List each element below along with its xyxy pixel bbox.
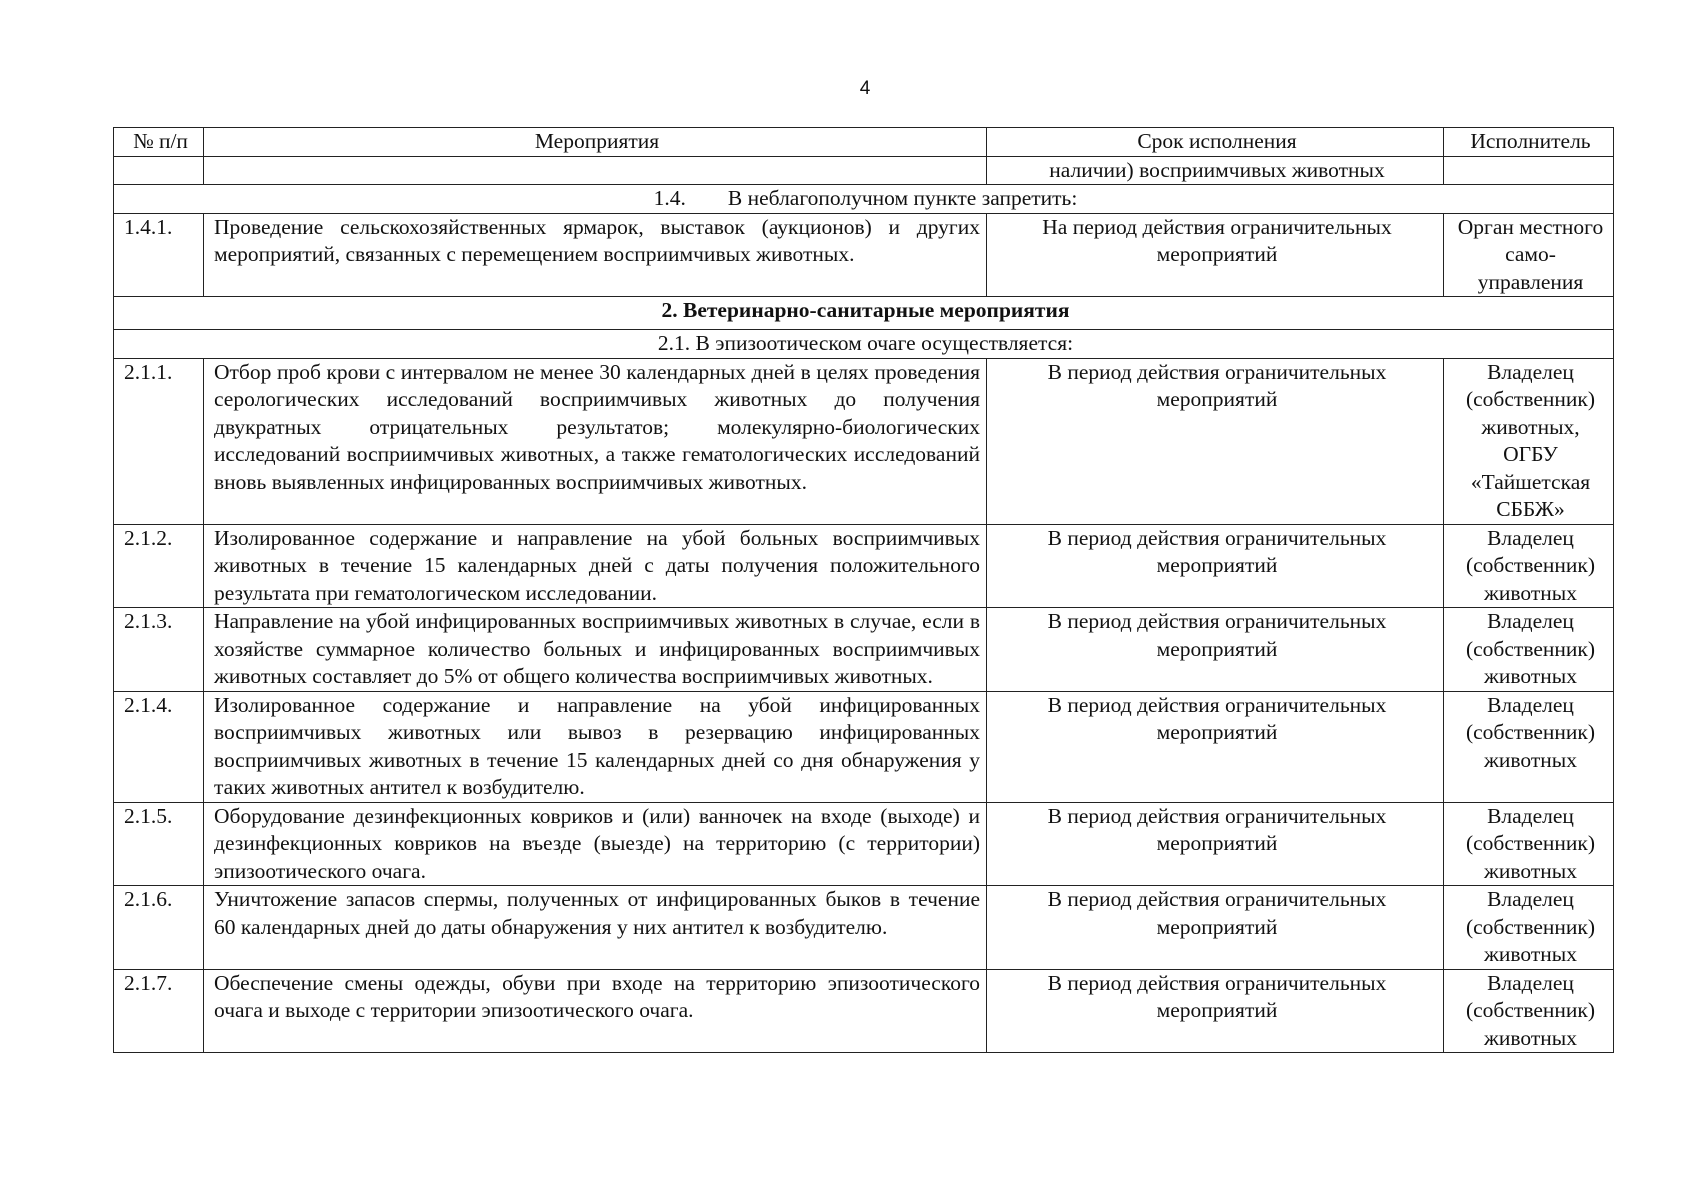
continuation-row — [114, 156, 1614, 185]
row-activity: Направление на убой инфицированных восприимчивых животных в случае, если в хозяйстве суммарное количество больных и инфицированных восприимчивых животных составляет до 5% от общего количества восприимчивых животных. — [204, 608, 987, 692]
row-term: В период действия ограничительных мероприятий — [987, 802, 1444, 886]
table-row — [114, 886, 1614, 970]
continuation-term-cell: наличии) восприимчивых животных — [987, 156, 1444, 185]
row-executor: Орган местного само-управления — [1444, 213, 1614, 297]
continuation-number-cell — [114, 156, 204, 185]
subsection-heading-1-4 — [114, 185, 1614, 214]
row-term: В период действия ограничительных мероприятий — [987, 969, 1444, 1053]
section-heading-2: 2. Ветеринарно-санитарные мероприятия — [114, 297, 1614, 330]
subsection-title: В неблагополучном пункте запретить: — [727, 186, 1078, 210]
row-executor: Владелец (собственник) животных — [1444, 802, 1614, 886]
row-term: В период действия ограничительных мероприятий — [987, 608, 1444, 692]
continuation-activity-cell — [204, 156, 987, 185]
table-row — [114, 524, 1614, 608]
row-number: 1.4.1. — [114, 213, 204, 297]
subsection-number: 1.4. — [653, 186, 686, 210]
row-executor: Владелец (собственник) животных, ОГБУ «Тайшетская СББЖ» — [1444, 358, 1614, 524]
row-activity: Изолированное содержание и направление на убой инфицированных восприимчивых животных или вывоз в резервацию инфицированных восприимчивых животных в течение 15 календарных дней со дня обнаружения у таких животных антител к возбудителю. — [204, 691, 987, 802]
measures-table — [113, 127, 1614, 1053]
subsection-row-2-1 — [114, 330, 1614, 359]
row-executor: Владелец (собственник) животных — [1444, 524, 1614, 608]
subsection-heading-2-1: 2.1. В эпизоотическом очаге осуществляется: — [114, 330, 1614, 359]
row-number: 2.1.3. — [114, 608, 204, 692]
row-activity: Оборудование дезинфекционных ковриков и (или) ванночек на входе (выходе) и дезинфекционных ковриков на въезде (выезде) на территорию (с территории) эпизоотического очага. — [204, 802, 987, 886]
row-number: 2.1.6. — [114, 886, 204, 970]
table-row — [114, 969, 1614, 1053]
row-activity: Обеспечение смены одежды, обуви при входе на территорию эпизоотического очага и выходе с территории эпизоотического очага. — [204, 969, 987, 1053]
row-term: В период действия ограничительных мероприятий — [987, 358, 1444, 524]
row-number: 2.1.2. — [114, 524, 204, 608]
row-number: 2.1.1. — [114, 358, 204, 524]
row-term: В период действия ограничительных мероприятий — [987, 886, 1444, 970]
row-number: 2.1.5. — [114, 802, 204, 886]
header-deadline: Срок исполнения — [987, 128, 1444, 157]
table-row — [114, 691, 1614, 802]
row-number: 2.1.4. — [114, 691, 204, 802]
page-number: 4 — [859, 78, 871, 99]
header-activities: Мероприятия — [204, 128, 987, 157]
row-executor: Владелец (собственник) животных — [1444, 691, 1614, 802]
section-row-2 — [114, 297, 1614, 330]
row-activity: Уничтожение запасов спермы, полученных от инфицированных быков в течение 60 календарных дней до даты обнаружения у них антител к возбудителю. — [204, 886, 987, 970]
row-activity: Проведение сельскохозяйственных ярмарок, выставок (аукционов) и других мероприятий, связанных с перемещением восприимчивых животных. — [204, 213, 987, 297]
header-executor: Исполнитель — [1444, 128, 1614, 157]
table-row — [114, 608, 1614, 692]
row-term: На период действия ограничительных мероприятий — [987, 213, 1444, 297]
table-row — [114, 358, 1614, 524]
header-number: № п/п — [114, 128, 204, 157]
row-activity: Изолированное содержание и направление на убой больных восприимчивых животных в течение 15 календарных дней с даты получения положительного результата при гематологическом исследовании. — [204, 524, 987, 608]
row-term: В период действия ограничительных мероприятий — [987, 524, 1444, 608]
table-row — [114, 802, 1614, 886]
row-executor: Владелец (собственник) животных — [1444, 608, 1614, 692]
table-header-row — [114, 128, 1614, 157]
row-number: 2.1.7. — [114, 969, 204, 1053]
table-row — [114, 213, 1614, 297]
row-activity: Отбор проб крови с интервалом не менее 30 календарных дней в целях проведения серологических исследований восприимчивых животных до получения двукратных отрицательных результатов; молекулярно-биологических исследований восприимчивых животных, а также гематологических исследований вновь выявленных инфицированных восприимчивых животных. — [204, 358, 987, 524]
row-executor: Владелец (собственник) животных — [1444, 969, 1614, 1053]
row-executor: Владелец (собственник) животных — [1444, 886, 1614, 970]
subsection-row-1-4 — [114, 185, 1614, 214]
continuation-executor-cell — [1444, 156, 1614, 185]
row-term: В период действия ограничительных мероприятий — [987, 691, 1444, 802]
